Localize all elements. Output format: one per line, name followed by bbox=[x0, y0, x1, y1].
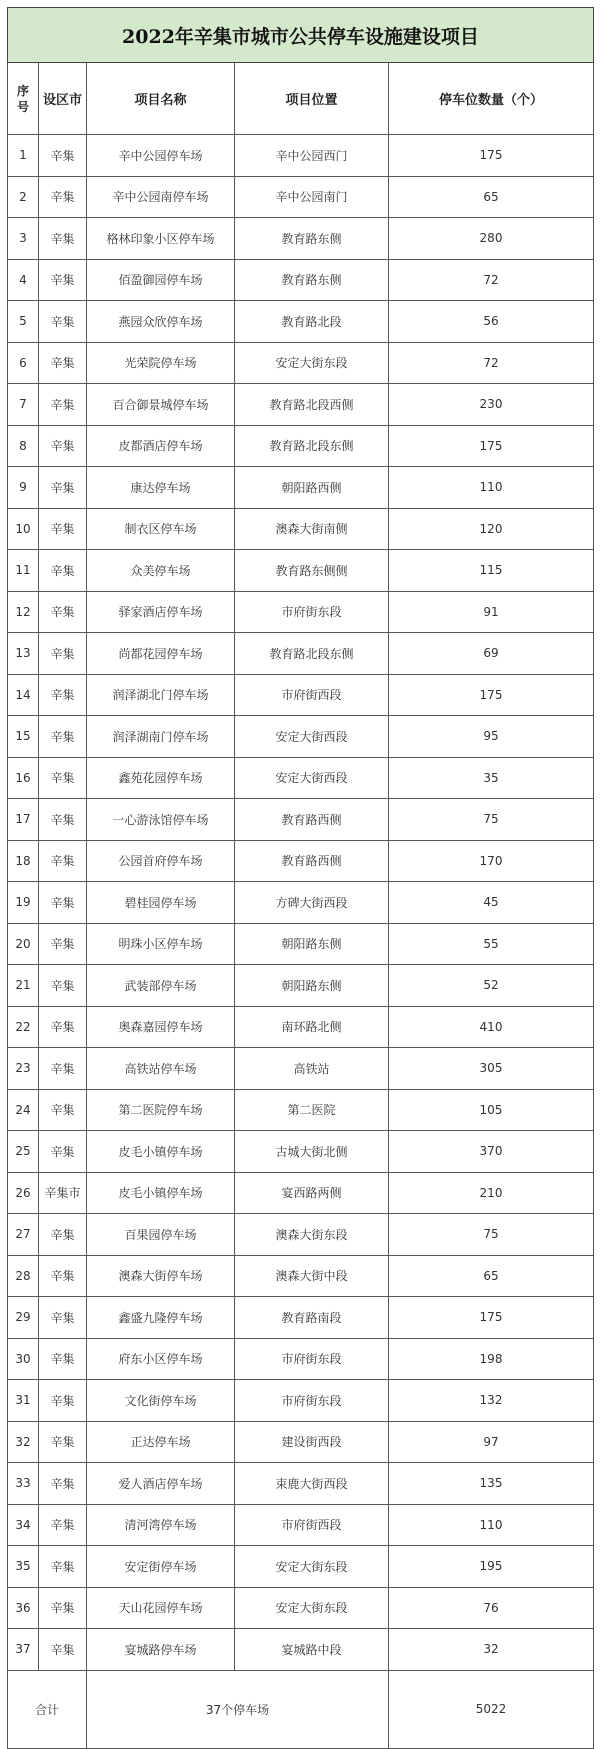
table-row bbox=[8, 923, 594, 965]
table-row bbox=[8, 342, 594, 384]
cell-seq: 18 bbox=[8, 840, 39, 882]
table-row bbox=[8, 1338, 594, 1380]
cell-parking-count: 69 bbox=[389, 633, 594, 675]
cell-project-name: 碧桂园停车场 bbox=[87, 882, 235, 924]
cell-seq: 1 bbox=[8, 135, 39, 177]
total-label: 合计 bbox=[8, 1670, 87, 1748]
cell-project-name: 皮毛小镇停车场 bbox=[87, 1172, 235, 1214]
cell-project-location: 教育路西侧 bbox=[235, 840, 389, 882]
cell-district: 辛集 bbox=[39, 1587, 87, 1629]
table-row bbox=[8, 1587, 594, 1629]
cell-seq: 22 bbox=[8, 1006, 39, 1048]
table-row bbox=[8, 1380, 594, 1422]
cell-district: 辛集 bbox=[39, 425, 87, 467]
cell-parking-count: 115 bbox=[389, 550, 594, 592]
cell-seq: 11 bbox=[8, 550, 39, 592]
cell-project-location: 教育路东侧侧 bbox=[235, 550, 389, 592]
cell-seq: 37 bbox=[8, 1629, 39, 1671]
cell-project-location: 宴城路中段 bbox=[235, 1629, 389, 1671]
cell-seq: 16 bbox=[8, 757, 39, 799]
cell-project-location: 方碑大街西段 bbox=[235, 882, 389, 924]
title-row bbox=[8, 8, 594, 63]
cell-seq: 8 bbox=[8, 425, 39, 467]
cell-project-name: 佰盈御园停车场 bbox=[87, 259, 235, 301]
cell-project-location: 澳森大街南侧 bbox=[235, 508, 389, 550]
cell-seq: 30 bbox=[8, 1338, 39, 1380]
cell-seq: 31 bbox=[8, 1380, 39, 1422]
cell-project-location: 第二医院 bbox=[235, 1089, 389, 1131]
cell-parking-count: 72 bbox=[389, 342, 594, 384]
table-row bbox=[8, 1504, 594, 1546]
header-parking-count: 停车位数量（个） bbox=[389, 63, 594, 135]
cell-project-location: 安定大街东段 bbox=[235, 342, 389, 384]
cell-seq: 36 bbox=[8, 1587, 39, 1629]
cell-district: 辛集 bbox=[39, 716, 87, 758]
cell-parking-count: 110 bbox=[389, 1504, 594, 1546]
cell-district: 辛集 bbox=[39, 923, 87, 965]
cell-project-location: 南环路北侧 bbox=[235, 1006, 389, 1048]
cell-district: 辛集 bbox=[39, 508, 87, 550]
cell-parking-count: 170 bbox=[389, 840, 594, 882]
table-row bbox=[8, 1297, 594, 1339]
table-row bbox=[8, 384, 594, 426]
cell-seq: 28 bbox=[8, 1255, 39, 1297]
table-row bbox=[8, 1089, 594, 1131]
cell-project-name: 百合御景城停车场 bbox=[87, 384, 235, 426]
cell-district: 辛集 bbox=[39, 259, 87, 301]
cell-seq: 34 bbox=[8, 1504, 39, 1546]
cell-project-location: 教育路北段东侧 bbox=[235, 633, 389, 675]
cell-seq: 7 bbox=[8, 384, 39, 426]
cell-parking-count: 305 bbox=[389, 1048, 594, 1090]
cell-district: 辛集 bbox=[39, 1131, 87, 1173]
table-row bbox=[8, 965, 594, 1007]
cell-project-name: 百果园停车场 bbox=[87, 1214, 235, 1256]
table-row bbox=[8, 633, 594, 675]
header-row bbox=[8, 63, 594, 135]
cell-district: 辛集 bbox=[39, 965, 87, 1007]
cell-project-location: 安定大街西段 bbox=[235, 757, 389, 799]
cell-project-location: 辛中公园西门 bbox=[235, 135, 389, 177]
cell-project-location: 安定大街东段 bbox=[235, 1587, 389, 1629]
cell-project-name: 一心游泳馆停车场 bbox=[87, 799, 235, 841]
cell-district: 辛集 bbox=[39, 674, 87, 716]
cell-project-name: 府东小区停车场 bbox=[87, 1338, 235, 1380]
table-row bbox=[8, 1421, 594, 1463]
cell-project-name: 澳森大街停车场 bbox=[87, 1255, 235, 1297]
cell-district: 辛集 bbox=[39, 384, 87, 426]
cell-parking-count: 210 bbox=[389, 1172, 594, 1214]
cell-district: 辛集 bbox=[39, 1214, 87, 1256]
cell-district: 辛集 bbox=[39, 218, 87, 260]
cell-district: 辛集 bbox=[39, 342, 87, 384]
cell-project-location: 高铁站 bbox=[235, 1048, 389, 1090]
cell-district: 辛集 bbox=[39, 176, 87, 218]
cell-seq: 2 bbox=[8, 176, 39, 218]
cell-district: 辛集 bbox=[39, 799, 87, 841]
cell-parking-count: 410 bbox=[389, 1006, 594, 1048]
cell-parking-count: 97 bbox=[389, 1421, 594, 1463]
cell-parking-count: 65 bbox=[389, 176, 594, 218]
cell-project-name: 鑫苑花园停车场 bbox=[87, 757, 235, 799]
cell-seq: 13 bbox=[8, 633, 39, 675]
cell-district: 辛集 bbox=[39, 1006, 87, 1048]
parking-projects-table bbox=[7, 7, 594, 1749]
cell-project-location: 教育路北段东侧 bbox=[235, 425, 389, 467]
cell-district: 辛集 bbox=[39, 1338, 87, 1380]
cell-district: 辛集 bbox=[39, 1255, 87, 1297]
cell-project-name: 皮都酒店停车场 bbox=[87, 425, 235, 467]
table-row bbox=[8, 591, 594, 633]
cell-project-name: 润泽湖南门停车场 bbox=[87, 716, 235, 758]
cell-seq: 4 bbox=[8, 259, 39, 301]
cell-seq: 17 bbox=[8, 799, 39, 841]
table-row bbox=[8, 840, 594, 882]
cell-parking-count: 175 bbox=[389, 425, 594, 467]
cell-project-location: 澳森大街东段 bbox=[235, 1214, 389, 1256]
cell-parking-count: 198 bbox=[389, 1338, 594, 1380]
table-row bbox=[8, 1048, 594, 1090]
total-row bbox=[8, 1670, 594, 1748]
table-row bbox=[8, 757, 594, 799]
table-row bbox=[8, 1546, 594, 1588]
cell-project-location: 市府街东段 bbox=[235, 1380, 389, 1422]
cell-project-location: 市府街东段 bbox=[235, 591, 389, 633]
table-row bbox=[8, 1463, 594, 1505]
cell-seq: 32 bbox=[8, 1421, 39, 1463]
cell-parking-count: 105 bbox=[389, 1089, 594, 1131]
cell-district: 辛集 bbox=[39, 633, 87, 675]
table-row bbox=[8, 176, 594, 218]
cell-project-location: 宴西路两侧 bbox=[235, 1172, 389, 1214]
cell-project-name: 爱人酒店停车场 bbox=[87, 1463, 235, 1505]
cell-project-name: 辛中公园南停车场 bbox=[87, 176, 235, 218]
cell-district: 辛集 bbox=[39, 1463, 87, 1505]
cell-parking-count: 120 bbox=[389, 508, 594, 550]
table-row bbox=[8, 882, 594, 924]
cell-seq: 35 bbox=[8, 1546, 39, 1588]
cell-district: 辛集 bbox=[39, 840, 87, 882]
cell-project-location: 辛中公园南门 bbox=[235, 176, 389, 218]
table-row bbox=[8, 1131, 594, 1173]
cell-district: 辛集 bbox=[39, 1504, 87, 1546]
cell-parking-count: 175 bbox=[389, 674, 594, 716]
cell-project-name: 康达停车场 bbox=[87, 467, 235, 509]
cell-parking-count: 370 bbox=[389, 1131, 594, 1173]
cell-project-name: 辛中公园停车场 bbox=[87, 135, 235, 177]
cell-parking-count: 55 bbox=[389, 923, 594, 965]
cell-seq: 26 bbox=[8, 1172, 39, 1214]
cell-parking-count: 175 bbox=[389, 135, 594, 177]
cell-project-location: 朝阳路东侧 bbox=[235, 965, 389, 1007]
cell-district: 辛集 bbox=[39, 1089, 87, 1131]
total-count: 5022 bbox=[389, 1670, 594, 1748]
cell-project-name: 宴城路停车场 bbox=[87, 1629, 235, 1671]
header-project-location: 项目位置 bbox=[235, 63, 389, 135]
cell-district: 辛集 bbox=[39, 1380, 87, 1422]
cell-parking-count: 56 bbox=[389, 301, 594, 343]
cell-seq: 21 bbox=[8, 965, 39, 1007]
cell-parking-count: 132 bbox=[389, 1380, 594, 1422]
cell-parking-count: 72 bbox=[389, 259, 594, 301]
table-row bbox=[8, 716, 594, 758]
cell-seq: 10 bbox=[8, 508, 39, 550]
cell-district: 辛集 bbox=[39, 301, 87, 343]
cell-project-location: 安定大街东段 bbox=[235, 1546, 389, 1588]
table-row bbox=[8, 425, 594, 467]
header-district: 设区市 bbox=[39, 63, 87, 135]
cell-district: 辛集 bbox=[39, 882, 87, 924]
cell-district: 辛集 bbox=[39, 550, 87, 592]
cell-project-location: 教育路北段西侧 bbox=[235, 384, 389, 426]
cell-seq: 12 bbox=[8, 591, 39, 633]
cell-seq: 15 bbox=[8, 716, 39, 758]
cell-project-name: 光荣院停车场 bbox=[87, 342, 235, 384]
table-row bbox=[8, 259, 594, 301]
table-row bbox=[8, 508, 594, 550]
cell-seq: 3 bbox=[8, 218, 39, 260]
table-row bbox=[8, 674, 594, 716]
cell-project-name: 制衣区停车场 bbox=[87, 508, 235, 550]
cell-project-location: 市府街西段 bbox=[235, 674, 389, 716]
cell-district: 辛集 bbox=[39, 1629, 87, 1671]
cell-project-name: 安定街停车场 bbox=[87, 1546, 235, 1588]
cell-project-location: 教育路北段 bbox=[235, 301, 389, 343]
cell-seq: 14 bbox=[8, 674, 39, 716]
spreadsheet bbox=[7, 7, 593, 1749]
header-project-name: 项目名称 bbox=[87, 63, 235, 135]
cell-project-location: 澳森大街中段 bbox=[235, 1255, 389, 1297]
cell-project-name: 众美停车场 bbox=[87, 550, 235, 592]
table-row bbox=[8, 1172, 594, 1214]
cell-seq: 27 bbox=[8, 1214, 39, 1256]
table-row bbox=[8, 467, 594, 509]
table-title: 2022年辛集市城市公共停车设施建设项目 bbox=[8, 8, 594, 63]
cell-project-location: 教育路东侧 bbox=[235, 259, 389, 301]
cell-parking-count: 75 bbox=[389, 1214, 594, 1256]
cell-project-location: 安定大街西段 bbox=[235, 716, 389, 758]
cell-parking-count: 52 bbox=[389, 965, 594, 1007]
cell-project-name: 武装部停车场 bbox=[87, 965, 235, 1007]
table-row bbox=[8, 218, 594, 260]
cell-parking-count: 135 bbox=[389, 1463, 594, 1505]
table-row bbox=[8, 1006, 594, 1048]
cell-parking-count: 45 bbox=[389, 882, 594, 924]
cell-project-name: 高铁站停车场 bbox=[87, 1048, 235, 1090]
cell-district: 辛集 bbox=[39, 1421, 87, 1463]
cell-district: 辛集 bbox=[39, 757, 87, 799]
cell-project-name: 燕园众欣停车场 bbox=[87, 301, 235, 343]
table-row bbox=[8, 1255, 594, 1297]
cell-project-location: 古城大街北侧 bbox=[235, 1131, 389, 1173]
cell-project-name: 鑫盛九隆停车场 bbox=[87, 1297, 235, 1339]
cell-project-location: 教育路西侧 bbox=[235, 799, 389, 841]
cell-project-location: 市府街西段 bbox=[235, 1504, 389, 1546]
cell-district: 辛集市 bbox=[39, 1172, 87, 1214]
table-row bbox=[8, 301, 594, 343]
cell-parking-count: 65 bbox=[389, 1255, 594, 1297]
cell-project-location: 市府街东段 bbox=[235, 1338, 389, 1380]
cell-parking-count: 195 bbox=[389, 1546, 594, 1588]
cell-project-location: 教育路南段 bbox=[235, 1297, 389, 1339]
cell-parking-count: 95 bbox=[389, 716, 594, 758]
cell-project-location: 建设街西段 bbox=[235, 1421, 389, 1463]
cell-parking-count: 35 bbox=[389, 757, 594, 799]
table-row bbox=[8, 1629, 594, 1671]
table-row bbox=[8, 135, 594, 177]
cell-seq: 33 bbox=[8, 1463, 39, 1505]
cell-project-name: 公园首府停车场 bbox=[87, 840, 235, 882]
cell-seq: 23 bbox=[8, 1048, 39, 1090]
cell-seq: 6 bbox=[8, 342, 39, 384]
cell-project-name: 驿家酒店停车场 bbox=[87, 591, 235, 633]
cell-project-name: 文化街停车场 bbox=[87, 1380, 235, 1422]
header-seq: 序号 bbox=[8, 63, 39, 135]
cell-parking-count: 230 bbox=[389, 384, 594, 426]
cell-project-name: 天山花园停车场 bbox=[87, 1587, 235, 1629]
cell-project-name: 第二医院停车场 bbox=[87, 1089, 235, 1131]
cell-parking-count: 110 bbox=[389, 467, 594, 509]
cell-seq: 20 bbox=[8, 923, 39, 965]
cell-project-name: 明珠小区停车场 bbox=[87, 923, 235, 965]
cell-seq: 25 bbox=[8, 1131, 39, 1173]
table-row bbox=[8, 1214, 594, 1256]
cell-project-location: 朝阳路西侧 bbox=[235, 467, 389, 509]
cell-project-location: 教育路东侧 bbox=[235, 218, 389, 260]
cell-parking-count: 32 bbox=[389, 1629, 594, 1671]
table-row bbox=[8, 550, 594, 592]
cell-project-name: 皮毛小镇停车场 bbox=[87, 1131, 235, 1173]
cell-parking-count: 175 bbox=[389, 1297, 594, 1339]
table-row bbox=[8, 799, 594, 841]
cell-district: 辛集 bbox=[39, 135, 87, 177]
cell-parking-count: 280 bbox=[389, 218, 594, 260]
cell-parking-count: 91 bbox=[389, 591, 594, 633]
table-body bbox=[8, 135, 594, 1671]
cell-district: 辛集 bbox=[39, 467, 87, 509]
cell-seq: 24 bbox=[8, 1089, 39, 1131]
cell-district: 辛集 bbox=[39, 1048, 87, 1090]
cell-district: 辛集 bbox=[39, 1546, 87, 1588]
cell-project-location: 束鹿大街西段 bbox=[235, 1463, 389, 1505]
cell-district: 辛集 bbox=[39, 1297, 87, 1339]
cell-project-name: 格林印象小区停车场 bbox=[87, 218, 235, 260]
cell-project-name: 清河湾停车场 bbox=[87, 1504, 235, 1546]
cell-project-name: 奥森嘉园停车场 bbox=[87, 1006, 235, 1048]
cell-project-name: 润泽湖北门停车场 bbox=[87, 674, 235, 716]
total-summary: 37个停车场 bbox=[87, 1670, 389, 1748]
cell-project-location: 朝阳路东侧 bbox=[235, 923, 389, 965]
cell-seq: 29 bbox=[8, 1297, 39, 1339]
cell-project-name: 正达停车场 bbox=[87, 1421, 235, 1463]
cell-parking-count: 75 bbox=[389, 799, 594, 841]
cell-district: 辛集 bbox=[39, 591, 87, 633]
cell-seq: 9 bbox=[8, 467, 39, 509]
cell-parking-count: 76 bbox=[389, 1587, 594, 1629]
cell-seq: 5 bbox=[8, 301, 39, 343]
cell-seq: 19 bbox=[8, 882, 39, 924]
cell-project-name: 尚都花园停车场 bbox=[87, 633, 235, 675]
